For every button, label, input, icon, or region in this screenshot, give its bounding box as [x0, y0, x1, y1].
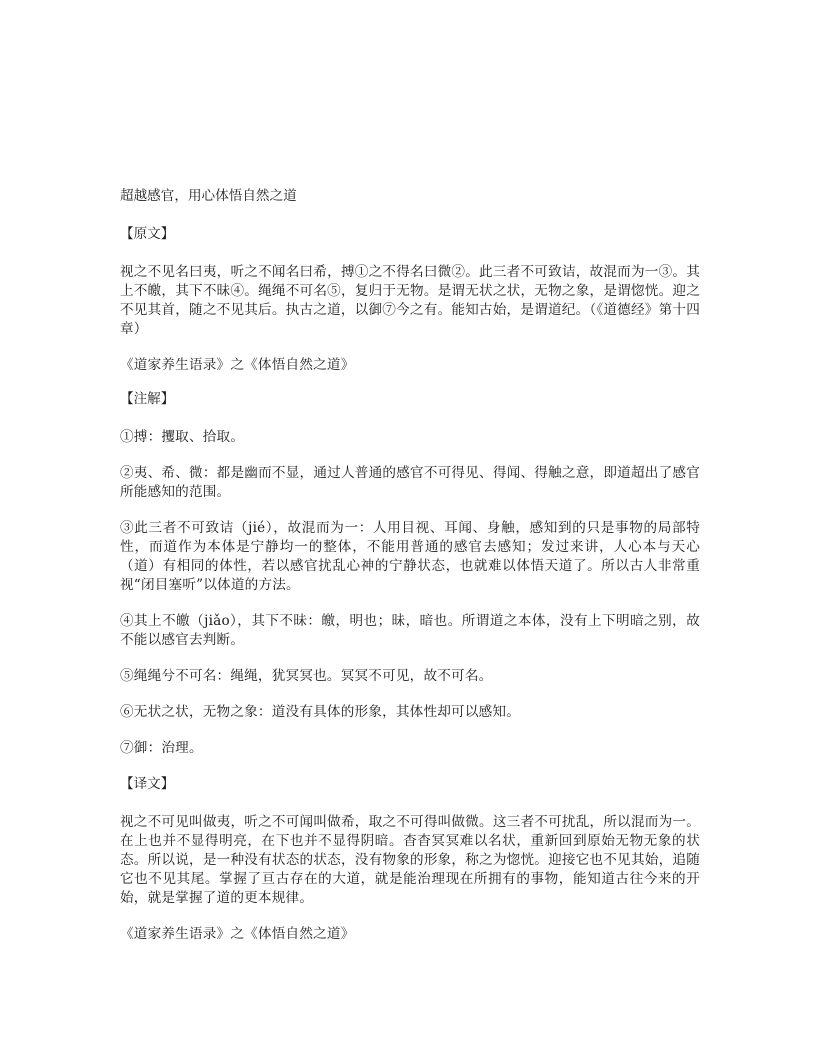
document-title: 超越感官，用心体悟自然之道 [120, 188, 297, 204]
document-page [120, 187, 700, 959]
note-item-6: ⑥无状之状，无物之象：道没有具体的形象，其体性却可以感知。 [120, 704, 521, 720]
original-text: 视之不见名曰夷，听之不闻名曰希，搏①之不得名曰微②。此三者不可致诘，故混而为一③。其上不皦，其下不昧④。绳绳不可名⑤，复归于无物。是谓无状之状，无物之象，是谓惚恍。迎之不见其首，随之不见其后。执古之道，以御⑦今之有。能知古始，是谓道纪。（《道德经》第十四章） [120, 264, 700, 337]
section-label-original: 【原文】 [120, 226, 175, 242]
section-label-translation: 【译文】 [120, 776, 175, 792]
original-source: 《道家养生语录》之《体悟自然之道》 [120, 357, 355, 373]
note-item-2: ②夷、希、微：都是幽而不显，通过人普通的感官不可得见、得闻、得触之意，即道超出了感官所能感知的范围。 [120, 465, 700, 500]
translation-text: 视之不可见叫做夷，听之不可闻叫做希，取之不可得叫做微。这三者不可扰乱，所以混而为一。在上也并不显得明亮，在下也并不显得阴暗。杳杳冥冥难以名状，重新回到原始无物无象的状态。所以说，是一种没有状态的状态，没有物象的形象，称之为惚恍。迎接它也不见其始，追随它也不见其尾。掌握了亘古存在的大道，就是能治理现在所拥有的事物，能知道古往今来的开始，就是掌握了道的更本规律。 [120, 814, 700, 906]
translation-source: 《道家养生语录》之《体悟自然之道》 [120, 926, 355, 942]
note-item-5: ⑤绳绳兮不可名：绳绳，犹冥冥也。冥冥不可见，故不可名。 [120, 668, 493, 684]
section-label-notes: 【注解】 [120, 391, 175, 407]
note-item-3: ③此三者不可致诘（jié），故混而为一：人用目视、耳闻、身触，感知到的只是事物的局部特性，而道作为本体是宁静均一的整体，不能用普通的感官去感知；发过来讲，人心本与天心（道）有相同的体性，若以感官扰乱心神的宁静状态，也就难以体悟天道了。所以古人非常重视“闭目塞听”以体道的方法。 [120, 520, 700, 593]
note-item-7: ⑦御：治理。 [120, 740, 203, 756]
note-item-1: ①搏：攫取、拾取。 [120, 429, 245, 445]
note-item-4: ④其上不皦（jiǎo），其下不昧：皦，明也；昧，暗也。所谓道之本体，没有上下明暗之别，故不能以感官去判断。 [120, 613, 700, 648]
